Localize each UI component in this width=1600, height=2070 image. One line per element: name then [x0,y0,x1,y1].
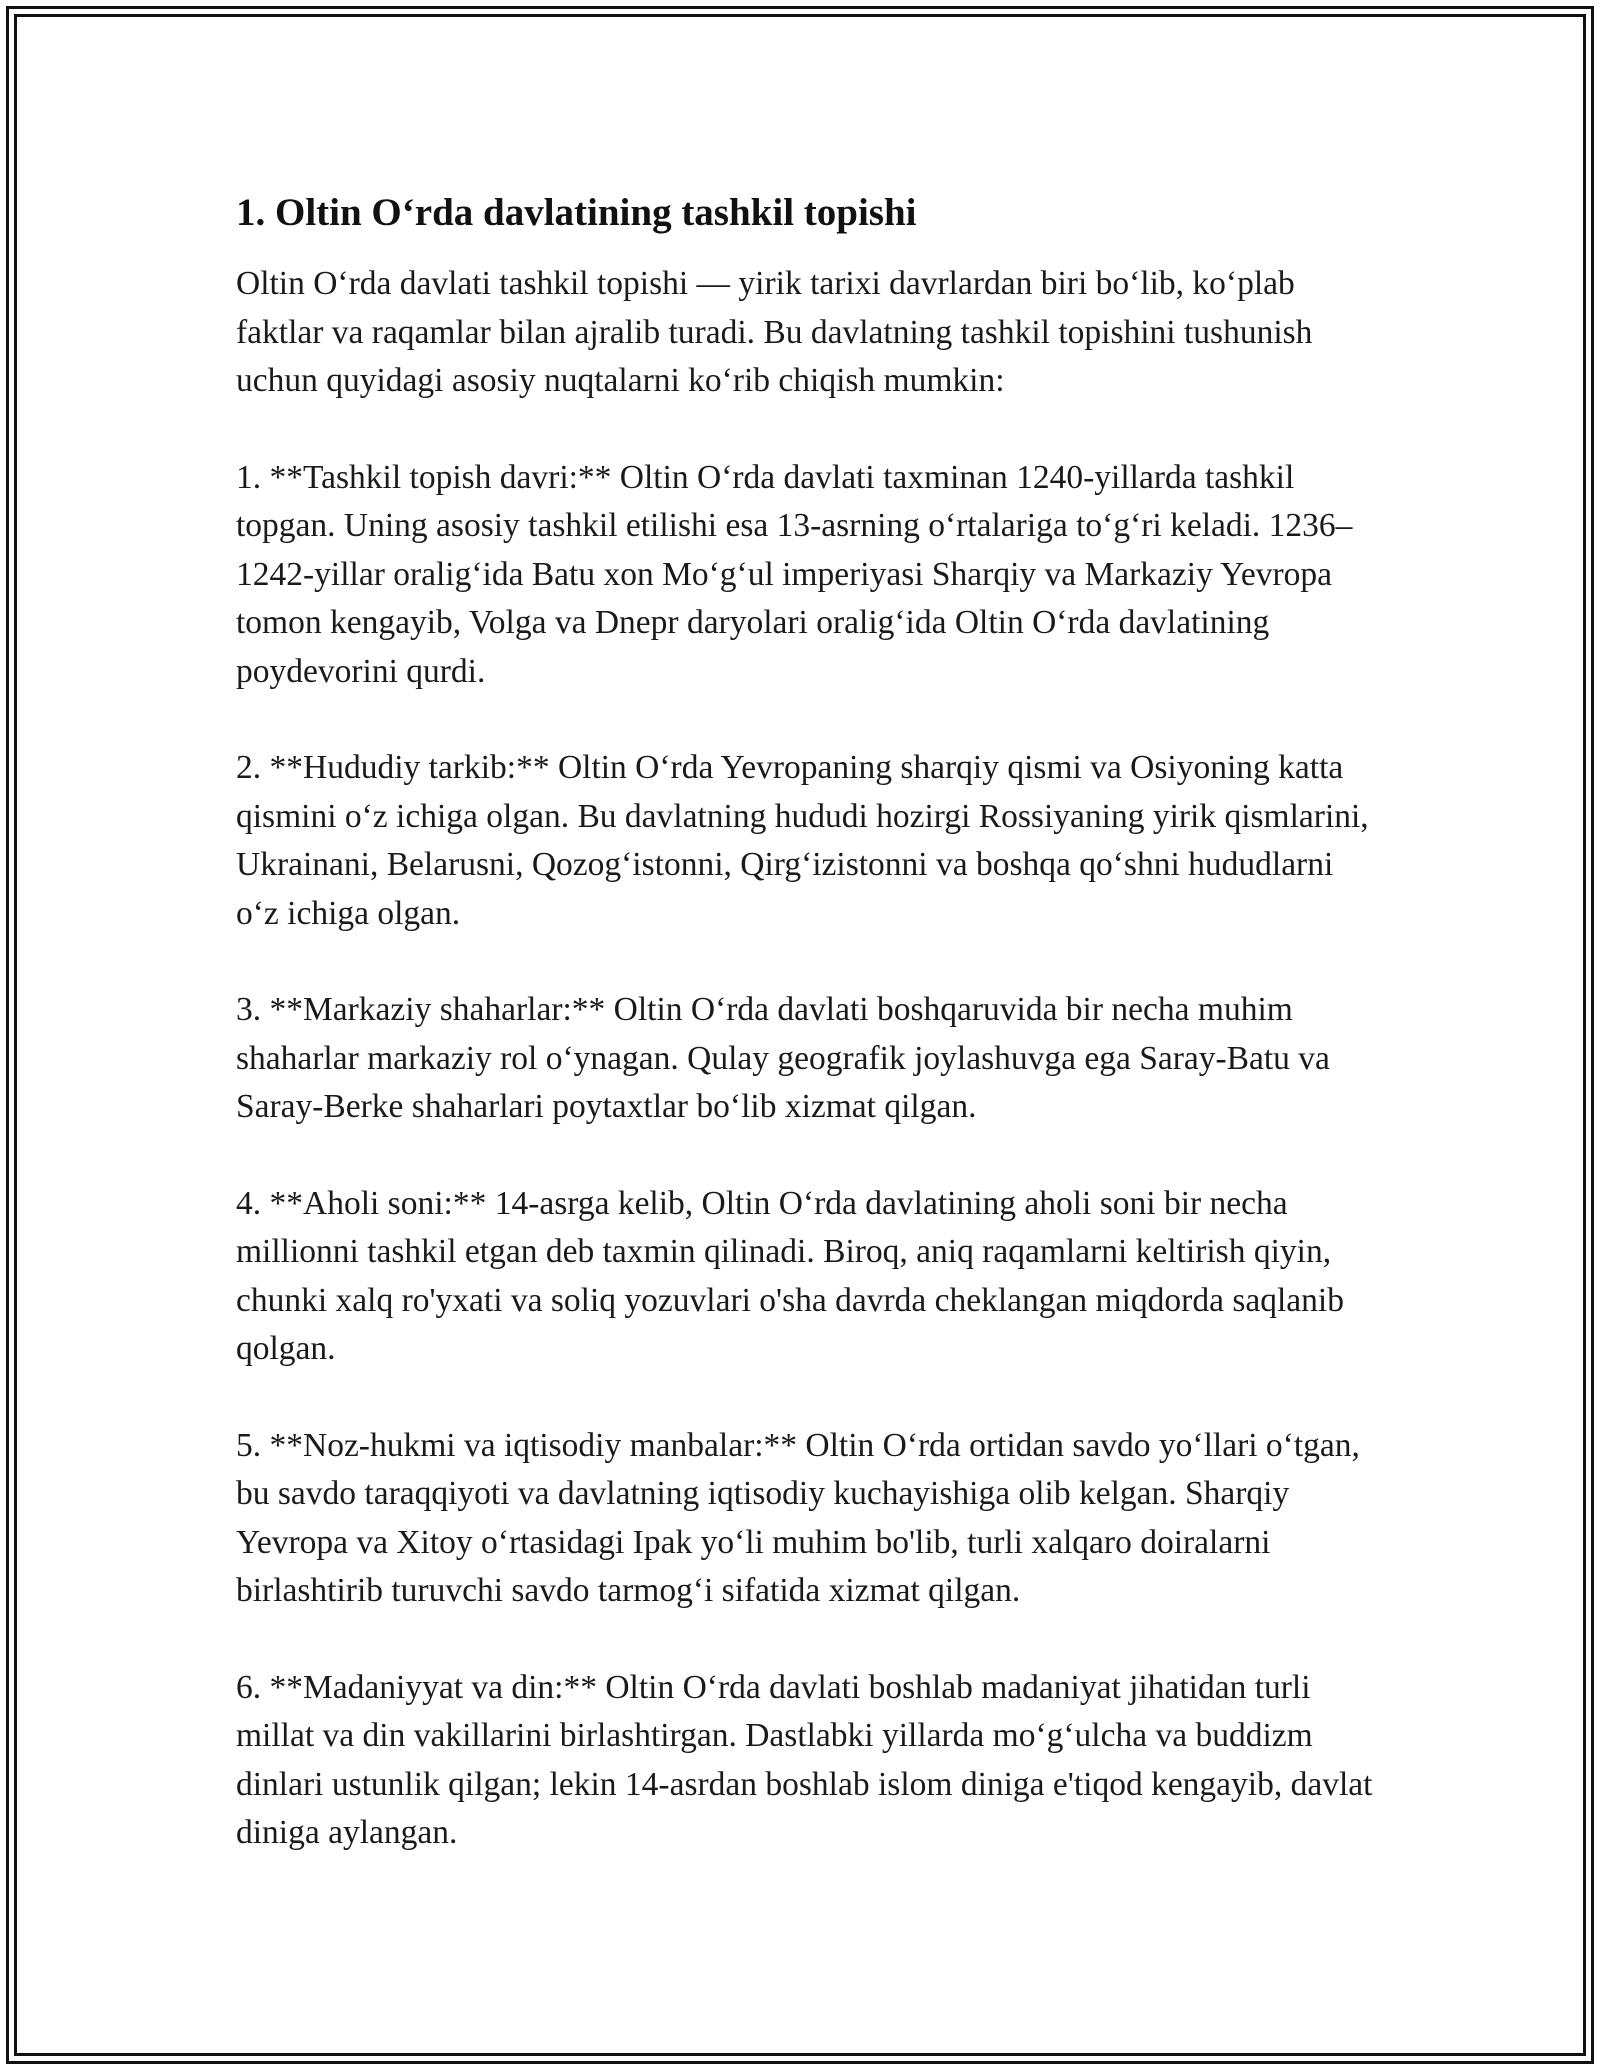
paragraph-culture-religion: 6. **Madaniyyat va din:** Oltin O‘rda davlati boshlab madaniyat jihatidan turli millat va din vakillarini birlashtirgan. Dastlabki yillarda mo‘g‘ulcha va buddizm dinlari ustunlik qilgan; lekin 14-asrdan boshlab islom diniga e'tiqod kengayib, davlat diniga aylangan. [236,1668,1373,1851]
document-title: 1. Oltin O‘rda davlatining tashkil topishi [236,191,917,234]
paragraph-central-cities: 3. **Markaziy shaharlar:** Oltin O‘rda davlati boshqaruvida bir necha muhim shaharlar markaziy rol o‘ynagan. Qulay geografik joylashuvga ega Saray-Batu va Saray-Berke shaharlari poytaxtlar bo‘lib xizmat qilgan. [236,991,1330,1125]
paragraph-founding-period: 1. **Tashkil topish davri:** Oltin O‘rda davlati taxminan 1240-yillarda tashkil topgan. Uning asosiy tashkil etilishi esa 13-asrning o‘rtalariga to‘g‘ri keladi. 1236–1242-yillar oralig‘ida Batu xon Mo‘g‘ul imperiyasi Sharqiy va Markaziy Yevropa tomon kengayib, Volga va Dnepr daryolari oralig‘ida Oltin O‘rda davlatining poydevorini qurdi. [236,458,1353,690]
paragraph-territory: 2. **Hududiy tarkib:** Oltin O‘rda Yevropaning sharqiy qismi va Osiyoning katta qismini o‘z ichiga olgan. Bu davlatning hududi hozirgi Rossiyaning yirik qismlarini, Ukrainani, Belarusni, Qozog‘istonni, Qirg‘izistonni va boshqa qo‘shni hududlarni o‘z ichiga olgan. [236,749,1369,932]
intro-paragraph: Oltin O‘rda davlati tashkil topishi — yirik tarixi davrlardan biri bo‘lib, ko‘plab faktlar va raqamlar bilan ajralib turadi. Bu davlatning tashkil topishini tushunish uchun quyidagi asosiy nuqtalarni ko‘rib chiqish mumkin: [236,265,1313,399]
paragraph-population: 4. **Aholi soni:** 14-asrga kelib, Oltin O‘rda davlatining aholi soni bir necha millionni tashkil etgan deb taxmin qilinadi. Biroq, aniq raqamlarni keltirish qiyin, chunki xalq ro'yxati va soliq yozuvlari o'sha davrda cheklangan miqdorda saqlanib qolgan. [236,1184,1344,1367]
document-body [236,188,1376,1858]
paragraph-economy: 5. **Noz-hukmi va iqtisodiy manbalar:** Oltin O‘rda ortidan savdo yo‘llari o‘tgan, bu savdo taraqqiyoti va davlatning iqtisodiy kuchayishiga olib kelgan. Sharqiy Yevropa va Xitoy o‘rtasidagi Ipak yo‘li muhim bo'lib, turli xalqaro doiralarni birlashtirib turuvchi savdo tarmog‘i sifatida xizmat qilgan. [236,1426,1360,1609]
